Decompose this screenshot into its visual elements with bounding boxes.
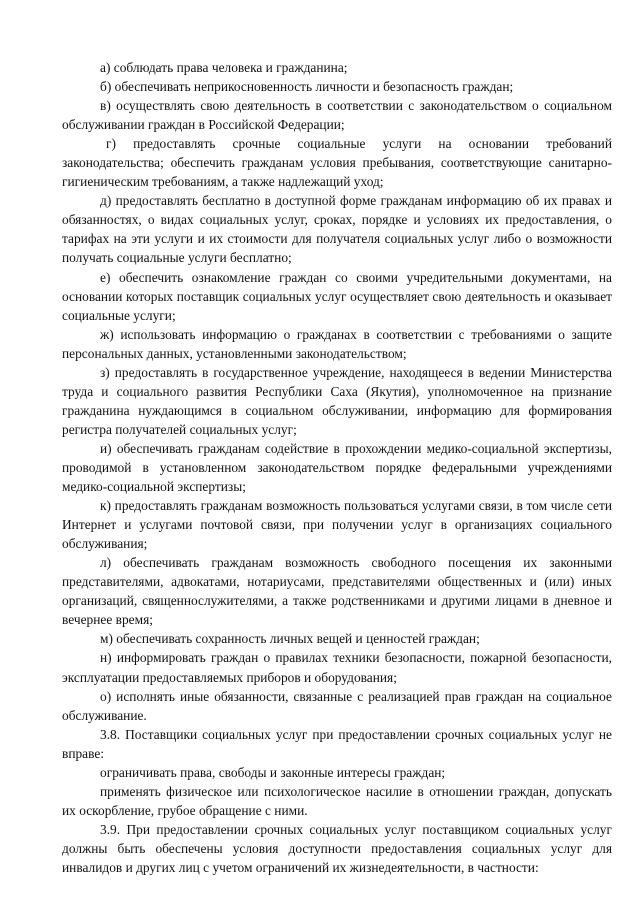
paragraph-prohibition-1: ограничивать права, свободы и законные интересы граждан; [100, 764, 446, 780]
paragraph-o: о) исполнять иные обязанности, связанные с реализацией прав граждан на социальное обслуживание. [62, 688, 612, 723]
paragraph-3-9: 3.9. При предоставлении срочных социальных услуг поставщиком социальных услуг должны быть обеспечены условия доступности предоставления социальных услуг для инвалидов и других лиц с учетом ограничений их жизнедеятельности, в частности: [62, 821, 612, 875]
paragraph-zh: ж) использовать информацию о гражданах в соответствии с требованиями о защите персональных данных, установленными законодательством; [62, 326, 612, 361]
paragraph-v: в) осуществлять свою деятельность в соответствии с законодательством о социальном обслуживании граждан в Российской Федерации; [62, 98, 612, 133]
paragraph-g: г) предоставлять срочные социальные услуги на основании требований законодательства; обеспечить гражданам условия пребывания, соответствующие санитарно-гигиеническим требованиям, а также надлежащий уход; [62, 136, 612, 190]
paragraph-k: к) предоставлять гражданам возможность пользоваться услугами связи, в том числе сети Интернет и услугами почтовой связи, при получении услуг в организациях социального обслуживания; [62, 498, 612, 552]
paragraph-l: л) обеспечивать гражданам возможность свободного посещения их законными представителями, адвокатами, нотариусами, представителями общественных и (или) иных организаций, священнослужителями, а также родственниками и другими лицами в дневное и вечернее время; [62, 555, 612, 628]
document-page [62, 58, 612, 877]
paragraph-n: н) информировать граждан о правилах техники безопасности, пожарной безопасности, эксплуатации предоставляемых приборов и оборудования; [62, 650, 612, 685]
paragraph-3-8: 3.8. Поставщики социальных услуг при предоставлении срочных социальных услуг не вправе: [62, 726, 612, 761]
paragraph-b: б) обеспечивать неприкосновенность личности и безопасность граждан; [100, 79, 514, 95]
paragraph-a: а) соблюдать права человека и гражданина; [100, 60, 348, 75]
paragraph-d: д) предоставлять бесплатно в доступной форме гражданам информацию об их правах и обязанностях, о видах социальных услуг, сроках, порядке и условиях их предоставления, о тарифах на эти услуги и их стоимости для получателя социальных услуг либо о возможности получать социальные услуги бесплатно; [62, 193, 612, 266]
paragraph-i: и) обеспечивать гражданам содействие в прохождении медико-социальной экспертизы, проводимой в установленном законодательством порядке федеральными учреждениями медико-социальной экспертизы; [62, 440, 612, 495]
paragraph-prohibition-2: применять физическое или психологическое насилие в отношении граждан, допускать их оскорбление, грубое обращение с ними. [62, 783, 612, 818]
paragraph-e: е) обеспечить ознакомление граждан со своими учредительными документами, на основании которых поставщик социальных услуг осуществляет свою деятельность и оказывает социальные услуги; [62, 269, 612, 323]
paragraph-z: з) предоставлять в государственное учреждение, находящееся в ведении Министерства труда и социального развития Республики Саха (Якутия), уполномоченное на признание гражданина нуждающимся в социальном обслуживании, информацию для формирования регистра получателей социальных услуг; [62, 364, 612, 437]
paragraph-m: м) обеспечивать сохранность личных вещей и ценностей граждан; [100, 631, 480, 647]
